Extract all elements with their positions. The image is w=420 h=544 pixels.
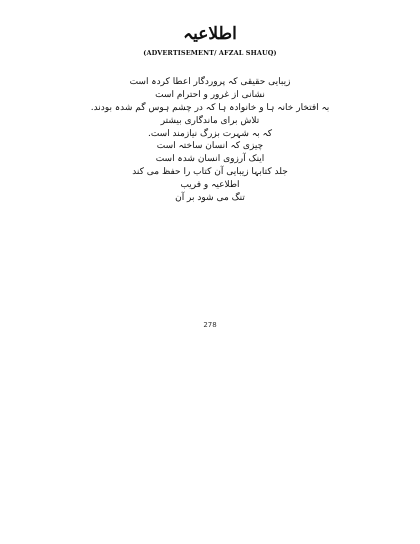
poem-subtitle: (ADVERTISEMENT/ AFZAL SHAUQ) [143, 49, 277, 57]
poem-line: بہ افتخار خانہ ہا و خانوادہ ہا کہ در چشم ہوس گم شدہ بودند. [90, 102, 330, 113]
poem-line: نشانی از غرور و احترام است [155, 89, 265, 100]
poem-body [0, 76, 420, 205]
poem-line: چیزی کہ انسان ساختہ است [156, 141, 264, 152]
poem-line: جلد کتابہا زیبایی آن کتاب را حفظ می کند [132, 167, 288, 178]
poem-line: تنگ می شود بر آن [175, 193, 245, 204]
poem-line: کہ بہ شہرت بزرگ نیازمند است. [147, 128, 273, 139]
poem-line: زیبایی حقیقی کہ پروردگار اعطا کردہ است [129, 77, 291, 87]
poem-line: اطلاعیہ و فریب [180, 180, 240, 191]
page-number: 278 [203, 321, 217, 329]
poem-line: تلاش برای ماندگاری بیشتر [160, 115, 260, 126]
poem-line: اینک آرزوی انسان شدہ است [155, 154, 265, 165]
poem-title: اطلاعیہ [183, 24, 237, 44]
